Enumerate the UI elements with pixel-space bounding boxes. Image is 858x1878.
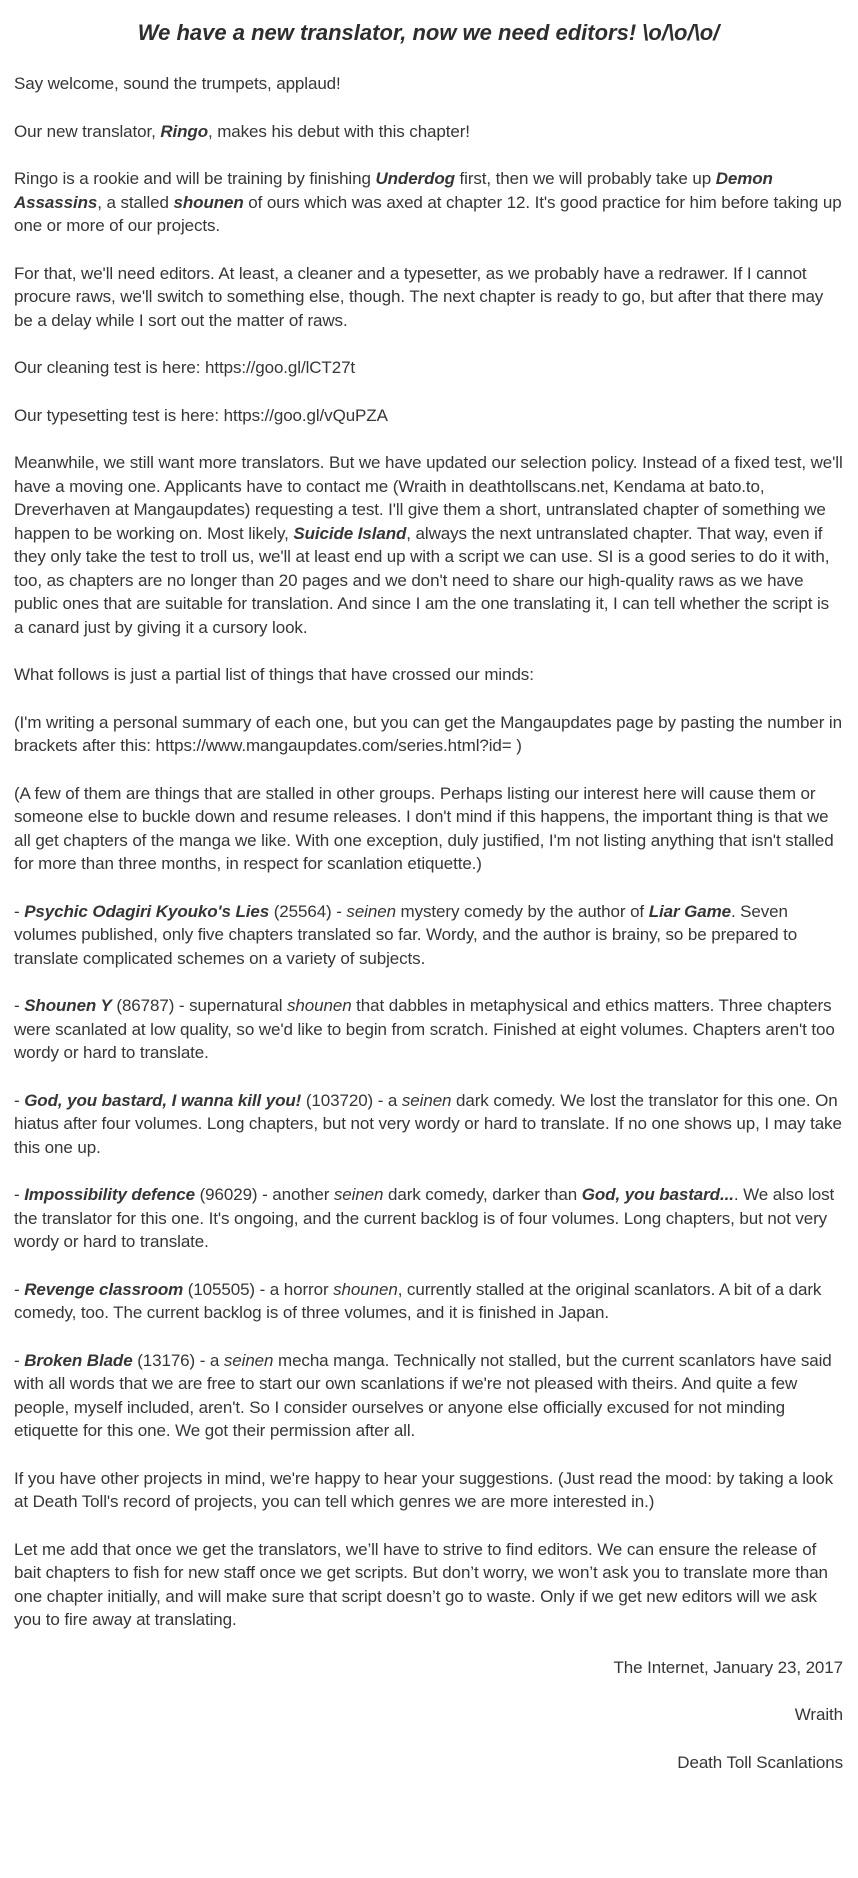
text-run: dark comedy. We lost the translator for this one. On hiatus after four volumes. Long chapters, but not very wordy or hard to translate. If no one shows up, I may take this one up. bbox=[14, 1090, 842, 1157]
text-run: - bbox=[14, 1090, 25, 1110]
text-run: Our typesetting test is here: bbox=[14, 405, 224, 425]
mangaupdates-url: https://www.mangaupdates.com/series.html?id= bbox=[155, 736, 512, 755]
paragraph-suggestions bbox=[14, 1467, 843, 1514]
text-run: , makes his debut with this chapter! bbox=[208, 121, 470, 141]
signature-date-text: The Internet, January 23, 2017 bbox=[613, 1657, 843, 1677]
paragraph-new-translator bbox=[14, 120, 843, 144]
text-run: seinen bbox=[223, 1350, 274, 1370]
text-run: Our new translator, bbox=[14, 121, 161, 141]
text-run: Our cleaning test is here: bbox=[14, 358, 206, 377]
text-run: (A few of them are things that are stalled in other groups. Perhaps listing our interest here will cause them or someone else to buckle down and resume releases. I don't mind if this happens, the important thing is that we all get chapters of the manga we like. With one exception, duly justified, I'm not listing anything that isn't stalled for more than three months, in respect for scanlation etiquette.) bbox=[14, 783, 834, 873]
text-run: If you have other projects in mind, we're happy to hear your suggestions. (Just read the mood: by taking a look at Death Toll's record of projects, you can tell which genres we are more interested in.) bbox=[14, 1468, 833, 1511]
text-run: dark comedy, darker than bbox=[383, 1185, 582, 1204]
text-run: For that, we'll need editors. At least, a cleaner and a typesetter, as we probably have a redrawer. If I cannot procure raws, we'll switch to something else, though. The next chapter is ready to go, but after that there may be a delay while I sort out the matter of raws. bbox=[14, 263, 824, 330]
text-run: , a stalled bbox=[97, 192, 174, 212]
paragraph-cleaning-test bbox=[14, 356, 843, 380]
text-run: - bbox=[14, 996, 25, 1015]
signature-author-text: Wraith bbox=[794, 1705, 843, 1724]
text-run: - bbox=[14, 1350, 25, 1370]
series-item-impossibility-defence bbox=[14, 1183, 843, 1254]
text-run: seinen bbox=[401, 1090, 452, 1110]
text-run: seinen bbox=[333, 1185, 384, 1204]
text-run: , always the next untranslated chapter. That way, even if they only take the test to troll us, we'll at least end up with a script we can use. SI is a good series to do it with, too, as chapters are no longer than 20 pages and we don't need to share our high-quality raws as we have public ones that are suitable for translation. And since I am the one translating it, I can tell whether the script is a canard just by giving it a cursory look. bbox=[14, 523, 830, 637]
series-title: Underdog bbox=[375, 169, 455, 188]
text-run: shounen bbox=[333, 1279, 398, 1299]
text-run: mystery comedy by the author of bbox=[395, 901, 649, 921]
text-run: Ringo is a rookie and will be training by finishing bbox=[14, 169, 376, 188]
text-run: (86787) - supernatural bbox=[111, 996, 288, 1015]
text-run: . We also lost the translator for this one. It's ongoing, and the current backlog is of four volumes. Long chapters, but not very wordy or hard to translate. bbox=[14, 1185, 835, 1251]
series-title: Liar Game bbox=[648, 901, 731, 921]
series-title: Broken Blade bbox=[24, 1350, 133, 1370]
text-run: - bbox=[14, 901, 25, 921]
text-run: Let me add that once we get the translators, we’ll have to strive to find editors. We can ensure the release of bait chapters to fish for new staff once we get scripts. But don’t worry, we won’t ask you to translate more than one chapter initially, and will make sure that script doesn’t go to waste. Only if we get new editors will we ask you to fire away at translating. bbox=[14, 1539, 828, 1629]
paragraph-closing bbox=[14, 1538, 843, 1632]
text-run: shounen bbox=[173, 192, 244, 212]
text-run: . Seven volumes published, only five chapters translated so far. Wordy, and the author is brainy, so be prepared to translate complicated schemes on a variety of subjects. bbox=[14, 901, 798, 968]
text-run: , currently stalled at the original scanlators. A bit of a dark comedy, too. The current backlog is of three volumes, and it is finished in Japan. bbox=[14, 1279, 822, 1322]
paragraph-selection-policy bbox=[14, 451, 843, 639]
series-title: Impossibility defence bbox=[24, 1185, 195, 1204]
signature-group bbox=[14, 1751, 843, 1775]
text-run: mecha manga. Technically not stalled, but the current scanlators have said with all words that we are free to start our own scanlations if we're not pleased with theirs. And quite a few people, myself included, aren't. So I consider ourselves or anyone else officially excused for not minding etiquette for this one. We got their permission after all. bbox=[14, 1350, 832, 1440]
paragraph-stalled-note bbox=[14, 782, 843, 876]
series-item-psychic-odagiri bbox=[14, 900, 843, 971]
text-run: shounen bbox=[287, 996, 352, 1015]
text-run: What follows is just a partial list of things that have crossed our minds: bbox=[14, 665, 534, 684]
signature-group-text: Death Toll Scanlations bbox=[677, 1752, 843, 1772]
text-run: Meanwhile, we still want more translators. But we have updated our selection policy. Instead of a fixed test, we'll have a moving one. Applicants have to contact me (Wraith in deathtollscans.net, Kendama at bato.to, Dreverhaven at Mangaupdates) requesting a test. I'll give them a short, untranslated chapter of something we happen to be working on. Most likely, bbox=[14, 453, 843, 543]
signature-author bbox=[14, 1703, 843, 1727]
text-run: (25564) - bbox=[269, 901, 347, 921]
signature-date bbox=[14, 1656, 843, 1680]
series-title: God, you bastard... bbox=[581, 1185, 734, 1204]
paragraph-ringo-training bbox=[14, 167, 843, 238]
series-item-revenge-classroom bbox=[14, 1278, 843, 1325]
cleaning-test-url: https://goo.gl/lCT27t bbox=[205, 358, 356, 377]
series-title: Demon Assassins bbox=[14, 169, 773, 212]
paragraph-need-editors bbox=[14, 262, 843, 333]
series-item-broken-blade bbox=[14, 1349, 843, 1443]
series-title: God, you bastard, I wanna kill you! bbox=[24, 1090, 302, 1110]
text-run: that dabbles in metaphysical and ethics matters. Three chapters were scanlated at low quality, so we'd like to begin from scratch. Finished at eight volumes. Chapters aren't too wordy or hard to translate. bbox=[14, 996, 835, 1062]
series-title: Shounen Y bbox=[24, 996, 112, 1015]
paragraph-typesetting-test bbox=[14, 404, 843, 428]
text-run: (96029) - another bbox=[194, 1185, 334, 1204]
series-item-shounen-y bbox=[14, 994, 843, 1065]
paragraph-list-intro bbox=[14, 663, 843, 687]
text-run: ) bbox=[511, 736, 522, 755]
series-title: Revenge classroom bbox=[24, 1279, 184, 1299]
series-title: Psychic Odagiri Kyouko's Lies bbox=[24, 901, 270, 921]
text-run: (13176) - a bbox=[132, 1350, 224, 1370]
text-run: of ours which was axed at chapter 12. It's good practice for him before taking up one or more of our projects. bbox=[14, 192, 842, 235]
typesetting-test-url: https://goo.gl/vQuPZA bbox=[223, 405, 388, 425]
text-run: - bbox=[14, 1279, 25, 1299]
text-run: Say welcome, sound the trumpets, applaud! bbox=[14, 74, 341, 93]
text-run: (103720) - a bbox=[301, 1090, 402, 1110]
series-title: Suicide Island bbox=[293, 523, 407, 543]
series-item-god-you-bastard bbox=[14, 1089, 843, 1160]
text-run: (I'm writing a personal summary of each one, but you can get the Mangaupdates page by pasting the number in brackets after this: bbox=[14, 712, 842, 755]
paragraph-mangaupdates-note bbox=[14, 711, 843, 758]
page-title: We have a new translator, now we need editors! \o/\o/\o/ bbox=[137, 20, 720, 45]
text-run: (105505) - a horror bbox=[183, 1279, 334, 1299]
translator-name: Ringo bbox=[160, 121, 208, 141]
paragraph-welcome bbox=[14, 72, 843, 96]
text-run: - bbox=[14, 1185, 25, 1204]
text-run: first, then we will probably take up bbox=[454, 169, 716, 188]
text-run: seinen bbox=[346, 901, 396, 921]
